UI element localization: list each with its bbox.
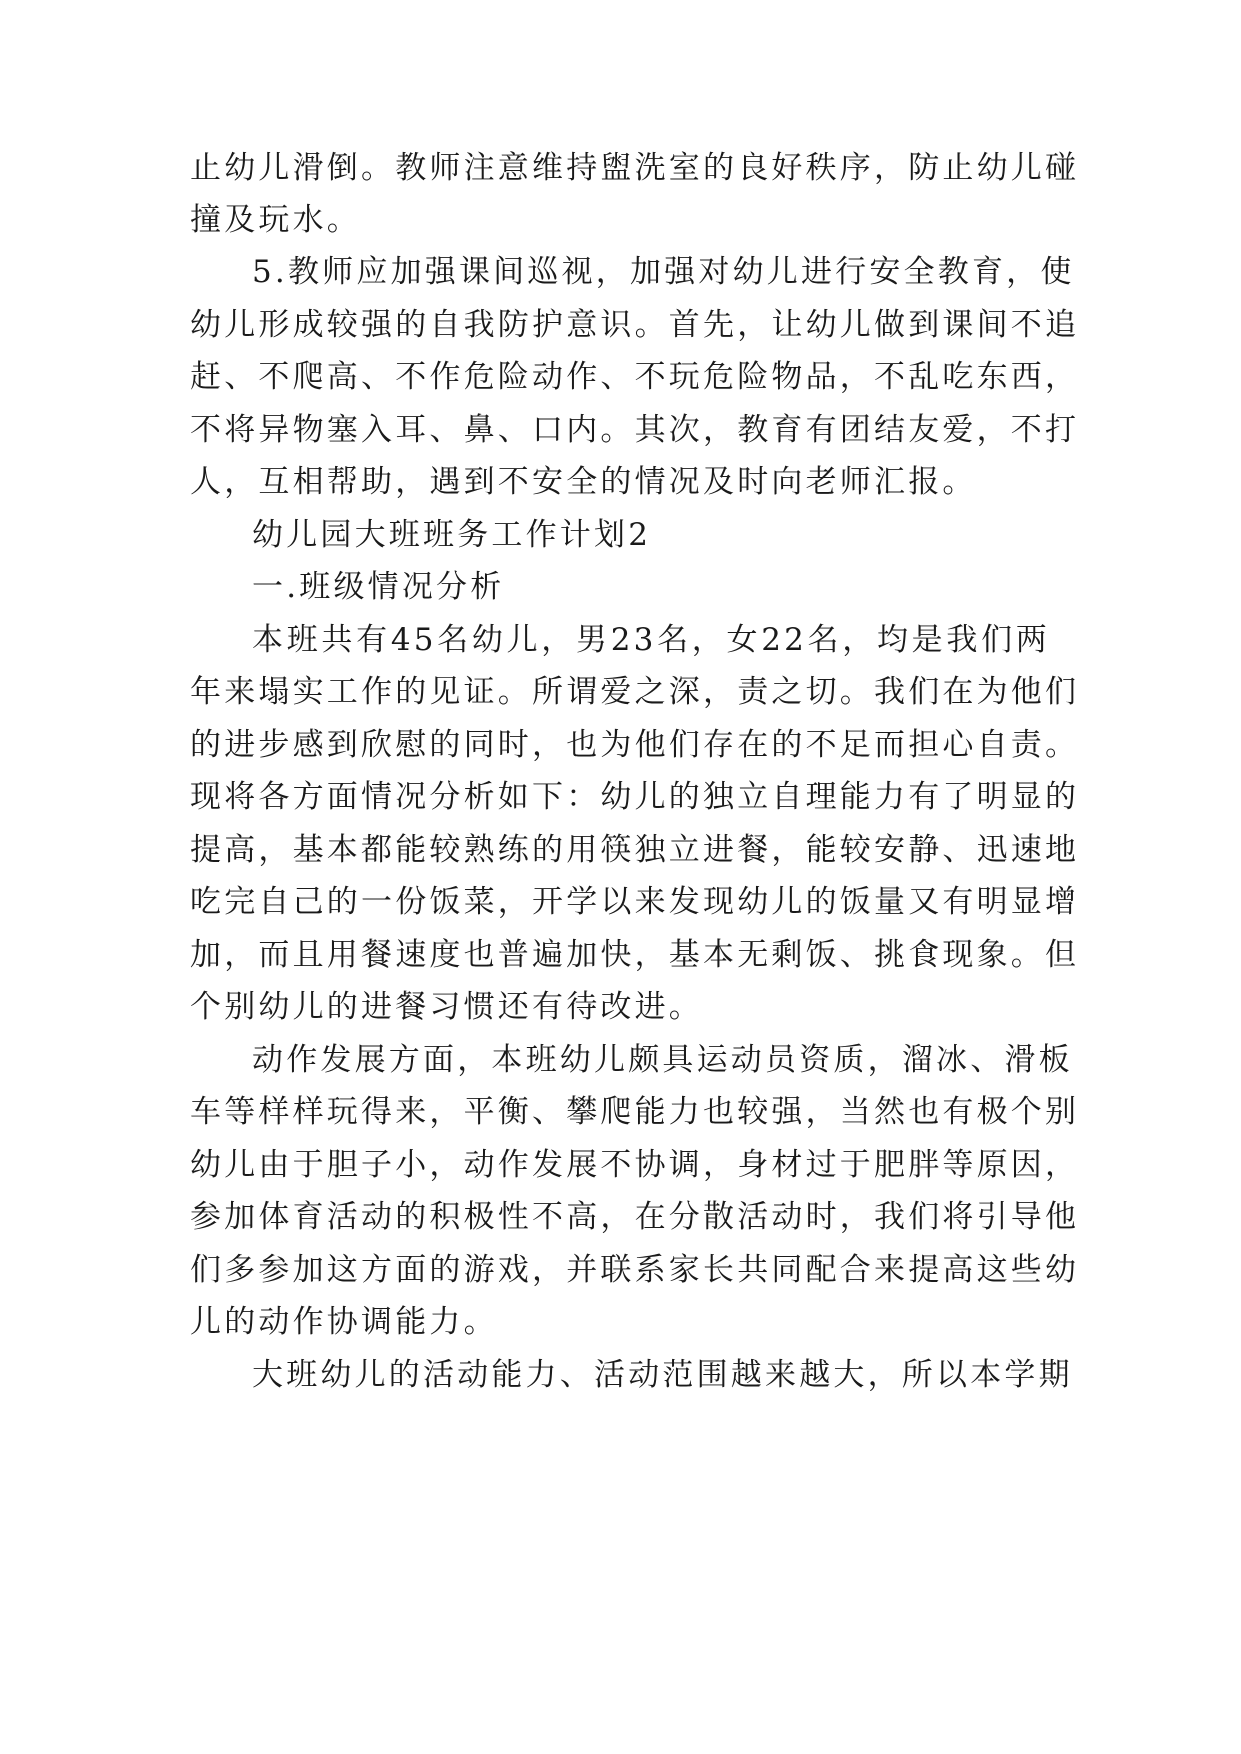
text-line: 提高，基本都能较熟练的用筷独立进餐，能较安静、迅速地 [190, 832, 1080, 868]
text-line: 车等样样玩得来，平衡、攀爬能力也较强，当然也有极个别 [190, 1094, 1080, 1130]
text-line: 个别幼儿的进餐习惯还有待改进。 [190, 989, 703, 1025]
text-line: 幼儿形成较强的自我防护意识。首先，让幼儿做到课间不追 [190, 307, 1080, 343]
text-line: 大班幼儿的活动能力、活动范围越来越大，所以本学期 [252, 1357, 1073, 1393]
text-line: 加，而且用餐速度也普遍加快，基本无剩饭、挑食现象。但 [190, 937, 1080, 973]
text-line: 儿的动作协调能力。 [190, 1304, 498, 1340]
text-line: 止幼儿滑倒。教师注意维持盥洗室的良好秩序，防止幼儿碰 [190, 150, 1080, 186]
text-line: 撞及玩水。 [190, 202, 361, 238]
section-heading: 幼儿园大班班务工作计划2 [252, 517, 652, 553]
text-line: 们多参加这方面的游戏，并联系家长共同配合来提高这些幼 [190, 1252, 1080, 1288]
text-line: 的进步感到欣慰的同时，也为他们存在的不足而担心自责。 [190, 727, 1080, 763]
text-line: 不将异物塞入耳、鼻、口内。其次，教育有团结友爱，不打 [190, 412, 1080, 448]
text-line: 本班共有45名幼儿，男23名，女22名，均是我们两 [252, 622, 1050, 658]
subsection-heading: 一.班级情况分析 [252, 569, 505, 605]
text-line: 年来塌实工作的见证。所谓爱之深，责之切。我们在为他们 [190, 674, 1080, 710]
text-line: 人，互相帮助，遇到不安全的情况及时向老师汇报。 [190, 464, 977, 500]
text-line: 5.教师应加强课间巡视，加强对幼儿进行安全教育，使 [252, 254, 1075, 290]
text-line: 吃完自己的一份饭菜，开学以来发现幼儿的饭量又有明显增 [190, 884, 1080, 920]
text-line: 现将各方面情况分析如下：幼儿的独立自理能力有了明显的 [190, 779, 1080, 815]
text-line: 参加体育活动的积极性不高，在分散活动时，我们将引导他 [190, 1199, 1080, 1235]
text-line: 动作发展方面，本班幼儿颇具运动员资质，溜冰、滑板 [252, 1042, 1073, 1078]
text-line: 赶、不爬高、不作危险动作、不玩危险物品，不乱吃东西， [190, 359, 1080, 395]
text-line: 幼儿由于胆子小，动作发展不协调，身材过于肥胖等原因， [190, 1147, 1080, 1183]
